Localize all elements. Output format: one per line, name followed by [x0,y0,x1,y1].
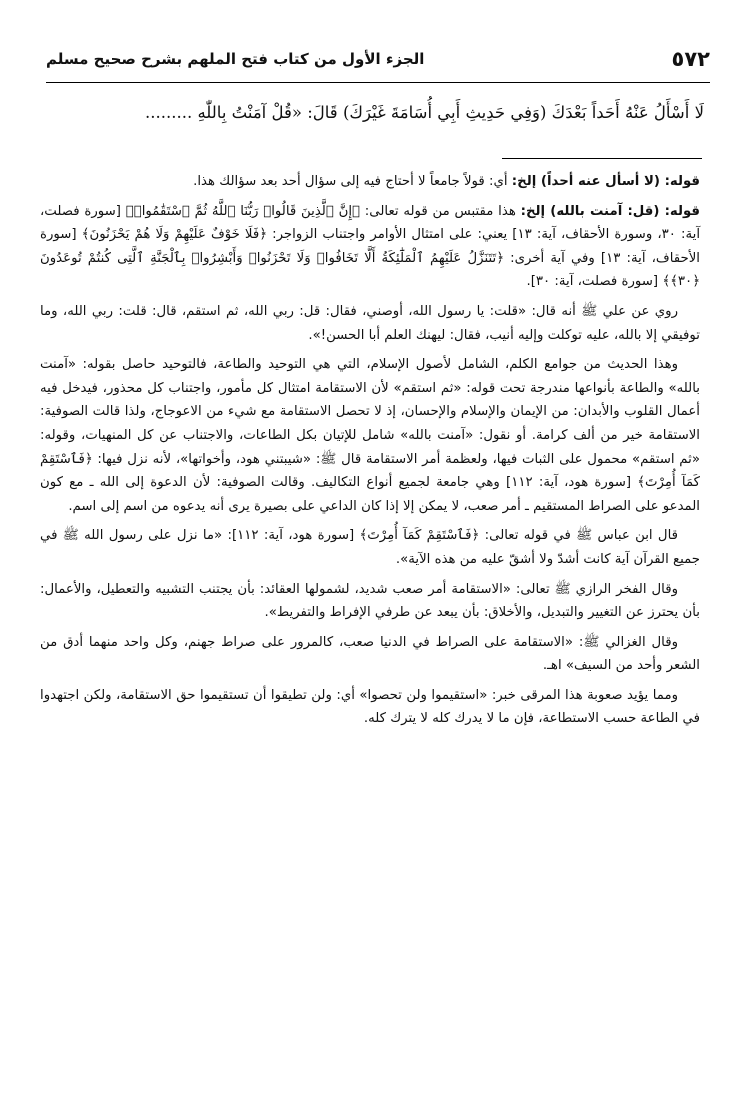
commentary [40,170,700,737]
commentary-paragraph: وهذا الحديث من جوامع الكلم، الشامل لأصول الإسلام، التي هي التوحيد والطاعة، فالتوحيد حاصل بقوله: «آمنت بالله» والطاعة بأنواعها مندرجة تحت قوله: «ثم استقم» لأن الاستقامة امتثال كل مأمور، واجتناب كل محذور، فيدخل فيه أعمال القلوب والأبدان: من الإيمان والإسلام والإحسان، إذ لا تحصل الاستقامة مع شيء من الاعوجاج، ولذا قالت الصوفية: الاستقامة خير من ألف كرامة. أو نقول: «آمنت بالله» شامل للإتيان بكل الطاعات، والاجتناب عن كل المنهيات، وقوله: «ثم استقم» محمول على الثبات فيها، ولعظمة أمر الاستقامة قال ﷺ: «شيبتني هود، وأخواتها»، لأنه نزل فيها: ﴿فَٱسْتَقِمْ كَمَآ أُمِرْتَ﴾ [سورة هود، آية: ١١٢] وهي جامعة لجميع أنواع التكاليف. وقالت الصوفية: لأن الدعوة إلى الله ـ مع كون المدعو على الصراط المستقيم ـ أمر صعب، لا يمكن إلا إذا كان الداعي على بصيرة يرى أنه يدعوه من اسم إلى اسم. [40,357,700,514]
commentary-paragraph: قال ابن عباس ﷺ في قوله تعالى: ﴿فَٱسْتَقِمْ كَمَآ أُمِرْتَ﴾ [سورة هود، آية: ١١٢]: «ما نزل على رسول الله ﷺ في جميع القرآن آية كانت أشدّ ولا أشقّ عليه من هذه الآية». [40,528,700,567]
page-header [46,38,710,78]
header-divider [46,82,710,83]
page-number: ٥٧٢ [671,47,710,71]
paragraph-text: أي: قولاً جامعاً لا أحتاج فيه إلى سؤال أحد بعد سؤالك هذا. [193,174,512,189]
commentary-paragraph [40,200,700,294]
paragraph-text: هذا مقتبس من قوله تعالى: ﴿إِنَّ ٱلَّذِينَ قَالُوا۟ رَبُّنَا ٱللَّهُ ثُمَّ ٱسْتَقَٰمُوا۟﴾ [سورة فصلت، آية: ٣٠، وسورة الأحقاف، آية: ١٣] يعني: على امتثال الأوامر واجتناب الزواجر: ﴿فَلَا خَوْفٌ عَلَيْهِمْ وَلَا هُمْ يَحْزَنُونَ﴾ [سورة الأحقاف، آية: ١٣] وفي آية أخرى: ﴿تَتَنَزَّلُ عَلَيْهِمُ ٱلْمَلَٰٓئِكَةُ أَلَّا تَخَافُوا۟ وَلَا تَحْزَنُوا۟ وَأَبْشِرُوا۟ بِٱلْجَنَّةِ ٱلَّتِى كُنتُمْ تُوعَدُونَ ﴿٣٠﴾﴾ [سورة فصلت، آية: ٣٠]. [40,203,701,290]
running-title: الجزء الأول من كتاب فتح الملهم بشرح صحيح مسلم [46,50,425,68]
commentary-paragraph: وقال الفخر الرازي ﷺ تعالى: «الاستقامة أمر صعب شديد، لشمولها العقائد: بأن يجتنب التشبيه والتعطيل، والأعمال: بأن يحترز عن التغيير والتبديل، والأخلاق: بأن يبعد عن طرفي الإفراط والتفريط». [40,581,700,621]
lemma: قوله: (لا أسأل عنه أحداً) إلخ: [511,174,700,189]
commentary-paragraph: ومما يؤيد صعوبة هذا المرقى خبر: «استقيموا ولن تحصوا» أي: ولن تطيقوا أن تستقيموا حق الاستقامة، ولكن اجتهدوا في الطاعة حسب الاستطاعة، فإن ما لا يدرك كله لا يترك كله. [40,687,700,727]
commentary-divider [502,158,702,159]
hadith-text: لَا أَسْأَلُ عَنْهُ أَحَداً بَعْدَكَ (وَفِي حَدِيثِ أَبِي أُسَامَةَ غَيْرَكَ) قَالَ: «قُلْ آمَنْتُ بِاللّٰهِ ......... [145,103,704,122]
commentary-paragraph: روي عن علي ﷺ أنه قال: «قلت: يا رسول الله، أوصني، فقال: قل: ربي الله، ثم استقم، قال: قلت: ربي الله، وما توفيقي إلا بالله، عليه توكلت وإليه أنيب، فقال: ليهنك العلم أبا الحسن!». [40,303,700,343]
commentary-paragraph: وقال الغزالي ﷺ: «الاستقامة على الصراط في الدنيا صعب، كالمرور على صراط جهنم، وكل واحد منهما أدق من الشعر وأحد من السيف» اهـ. [40,634,700,674]
commentary-paragraph [40,170,700,194]
lemma: قوله: (قل: آمنت بالله) إلخ: [520,203,701,219]
